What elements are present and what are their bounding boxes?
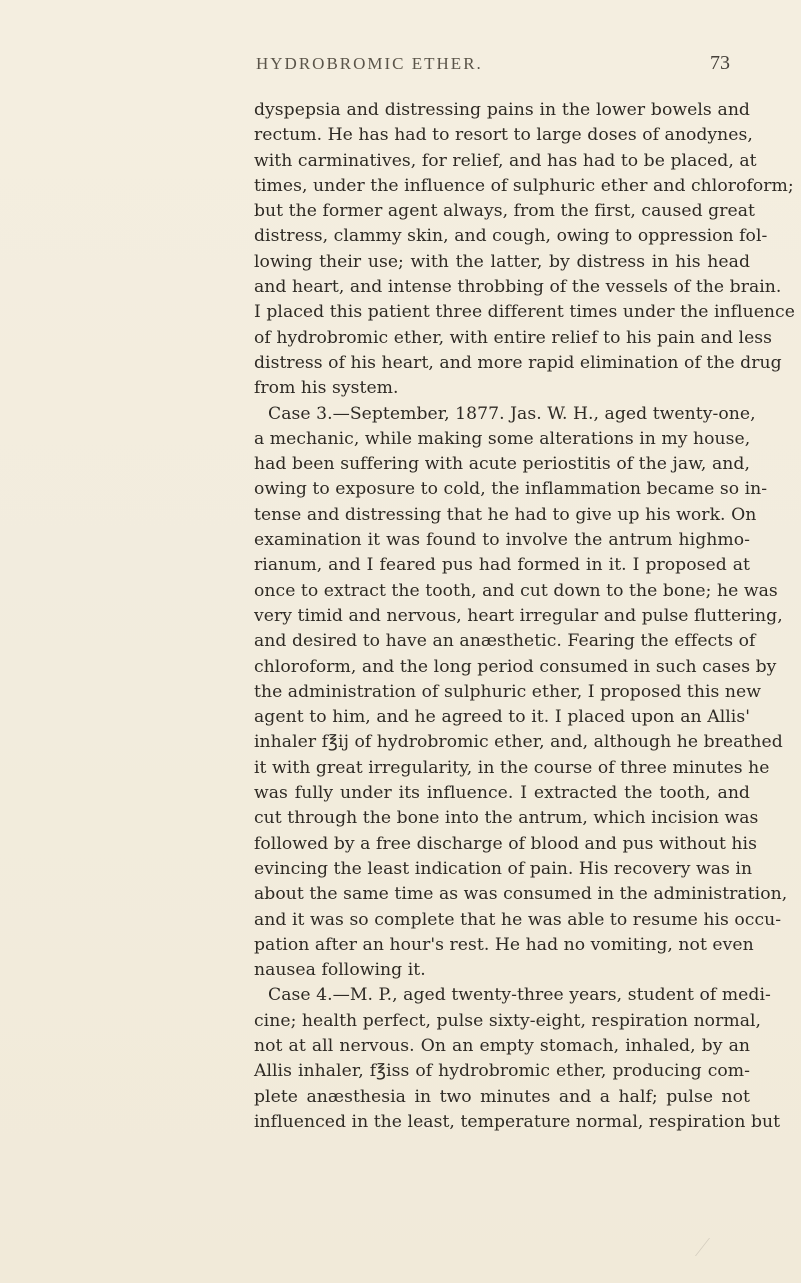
text-line: and desired to have an anæsthetic. Fearing the effects of	[254, 631, 756, 652]
text-line: cut through the bone into the antrum, which incision was	[254, 808, 759, 829]
stray-pen-mark	[695, 1238, 722, 1256]
page-number: 73	[710, 52, 730, 74]
text-line: rectum. He has had to resort to large doses of anodynes,	[254, 125, 753, 146]
paragraph-end-line: from his system.	[254, 378, 399, 399]
text-line: but the former agent always, from the first, caused great	[254, 201, 755, 222]
text-line: and it was so complete that he was able to resume his occu-	[254, 909, 782, 930]
text-line: evincing the least indication of pain. His recovery was in	[254, 858, 753, 879]
text-line: distress, clammy skin, and cough, owing to oppression fol-	[254, 226, 768, 247]
case-3-heading-line: Case 3.—September, 1877. Jas. W. H., aged twenty-one,	[268, 403, 756, 424]
text-line: the administration of sulphuric ether, I proposed this new	[254, 681, 762, 702]
paragraph-end-line: nausea following it.	[254, 960, 426, 981]
text-line: Allis inhaler, f℥iss of hydrobromic ether, producing com-	[254, 1061, 750, 1082]
text-line: examination it was found to involve the antrum highmo-	[254, 530, 750, 551]
text-line: once to extract the tooth, and cut down to the bone; he was	[254, 580, 778, 601]
text-line: inhaler f℥ij of hydrobromic ether, and, although he breathed	[254, 732, 783, 753]
text-line: influenced in the least, temperature normal, respiration but	[254, 1111, 781, 1132]
text-line: times, under the influence of sulphuric ether and chloroform;	[254, 175, 794, 196]
text-line: chloroform, and the long period consumed in such cases by	[254, 656, 777, 677]
text-line: was fully under its influence. I extracted the tooth, and	[254, 783, 750, 804]
text-line: lowing their use; with the latter, by distress in his head	[254, 251, 750, 272]
text-line: owing to exposure to cold, the inflammation became so in-	[254, 479, 768, 500]
text-line: with carminatives, for relief, and has had to be placed, at	[254, 150, 757, 171]
text-line: rianum, and I feared pus had formed in it. I proposed at	[254, 555, 750, 576]
text-line: dyspepsia and distressing pains in the lower bowels and	[254, 100, 750, 120]
text-line: and heart, and intense throbbing of the vessels of the brain.	[254, 277, 782, 298]
text-line: followed by a free discharge of blood and pus without his	[254, 833, 757, 854]
text-line: it with great irregularity, in the course of three minutes he	[254, 757, 770, 778]
text-line: a mechanic, while making some alterations in my house,	[254, 428, 751, 449]
text-line: had been suffering with acute periostitis of the jaw, and,	[254, 454, 750, 475]
running-head	[0, 54, 801, 84]
running-title: HYDROBROMIC ETHER.	[256, 54, 483, 73]
text-line: tense and distressing that he had to give up his work. On	[254, 504, 757, 525]
text-line: plete anæsthesia in two minutes and a half; pulse not	[254, 1086, 750, 1107]
text-line: I placed this patient three different times under the influence	[254, 302, 795, 323]
text-line: not at all nervous. On an empty stomach, inhaled, by an	[254, 1035, 750, 1056]
text-line: cine; health perfect, pulse sixty-eight, respiration normal,	[254, 1010, 762, 1031]
text-line: agent to him, and he agreed to it. I placed upon an Allis'	[254, 707, 750, 728]
case-4-heading-line: Case 4.—M. P., aged twenty-three years, student of medi-	[268, 985, 771, 1006]
text-line: of hydrobromic ether, with entire relief to his pain and less	[254, 327, 773, 348]
body-text	[254, 98, 795, 1135]
text-line: about the same time as was consumed in the administration,	[254, 884, 788, 905]
text-line: distress of his heart, and more rapid elimination of the drug	[254, 352, 782, 373]
text-line: pation after an hour's rest. He had no vomiting, not even	[254, 934, 754, 955]
text-line: very timid and nervous, heart irregular and pulse fluttering,	[254, 605, 783, 626]
